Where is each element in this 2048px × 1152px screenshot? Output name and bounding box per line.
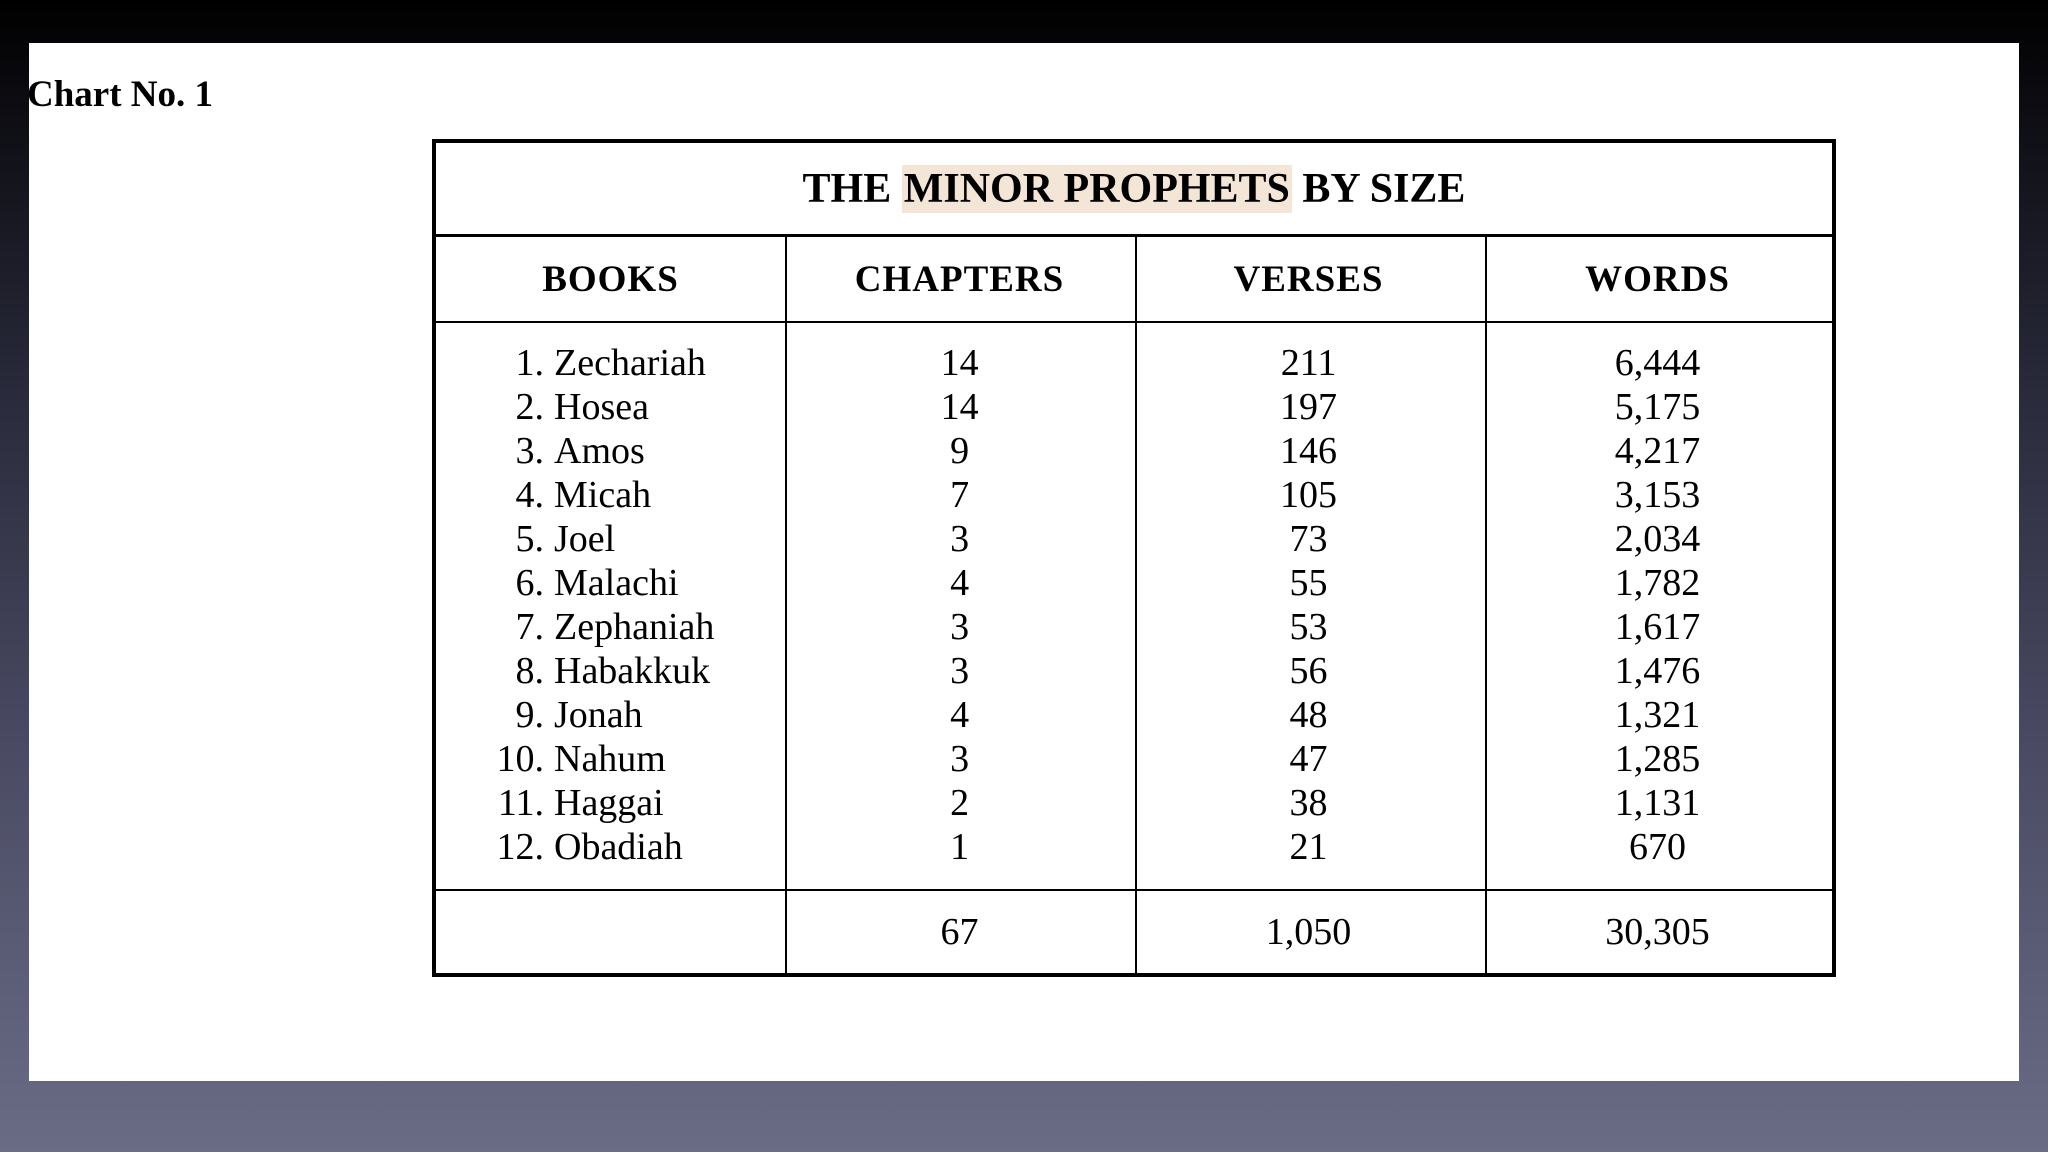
words-cell: 3,153 (1614, 474, 1701, 516)
verses-cell: 38 (1289, 782, 1328, 824)
book-cell (436, 341, 785, 385)
verses-cell: 53 (1289, 606, 1328, 648)
words-cell: 1,617 (1614, 606, 1701, 648)
verses-cell: 105 (1280, 474, 1338, 516)
table-totals-row (436, 891, 1832, 973)
minor-prophets-table (432, 139, 1836, 977)
words-cell: 2,034 (1614, 518, 1701, 560)
table-title (436, 143, 1832, 237)
book-index: 1. (515, 342, 544, 384)
table-row (436, 605, 1832, 649)
words-cell: 4,217 (1614, 430, 1701, 472)
book-name: Malachi (554, 562, 679, 604)
verses-cell: 56 (1289, 650, 1328, 692)
chapters-cell: 2 (950, 782, 970, 824)
chapters-cell: 3 (950, 650, 970, 692)
chart-label: Chart No. 1 (27, 74, 214, 115)
book-cell (436, 561, 785, 605)
chapters-cell: 3 (950, 518, 970, 560)
table-row (436, 649, 1832, 693)
book-index: 9. (515, 694, 544, 736)
words-cell: 1,321 (1614, 694, 1701, 736)
table-row (436, 825, 1832, 869)
book-cell (436, 605, 785, 649)
table-row (436, 473, 1832, 517)
table-row (436, 781, 1832, 825)
table-row (436, 737, 1832, 781)
chapters-cell: 9 (950, 430, 970, 472)
words-cell: 5,175 (1614, 386, 1701, 428)
words-cell: 1,476 (1614, 650, 1701, 692)
table-row (436, 429, 1832, 473)
book-index: 3. (515, 430, 544, 472)
column-header-words: WORDS (1585, 258, 1730, 300)
book-index: 2. (515, 386, 544, 428)
verses-cell: 47 (1289, 738, 1328, 780)
total-chapters: 67 (940, 911, 979, 953)
chapters-cell: 4 (950, 562, 970, 604)
book-index: 6. (515, 562, 544, 604)
table-row (436, 517, 1832, 561)
verses-cell: 146 (1280, 430, 1338, 472)
book-index: 12. (496, 826, 544, 868)
column-header-books: BOOKS (542, 258, 679, 300)
book-name: Hosea (554, 386, 649, 428)
book-name: Obadiah (554, 826, 683, 868)
book-cell (436, 473, 785, 517)
book-name: Micah (554, 474, 652, 516)
table-title-suffix: BY SIZE (1291, 165, 1466, 212)
book-cell (436, 693, 785, 737)
book-name: Zephaniah (554, 606, 715, 648)
book-cell (436, 737, 785, 781)
table-row (436, 341, 1832, 385)
words-cell: 6,444 (1614, 342, 1701, 384)
chapters-cell: 4 (950, 694, 970, 736)
book-cell (436, 649, 785, 693)
book-cell (436, 781, 785, 825)
table-row (436, 693, 1832, 737)
verses-cell: 73 (1289, 518, 1328, 560)
column-header-verses: VERSES (1233, 258, 1384, 300)
book-name: Habakkuk (554, 650, 711, 692)
book-name: Amos (554, 430, 645, 472)
book-name: Jonah (554, 694, 643, 736)
words-cell: 1,285 (1614, 738, 1701, 780)
book-cell (436, 385, 785, 429)
book-cell (436, 429, 785, 473)
table-rows (436, 341, 1832, 869)
verses-cell: 21 (1289, 826, 1328, 868)
table-header-row (436, 237, 1832, 323)
verses-cell: 48 (1289, 694, 1328, 736)
total-verses: 1,050 (1265, 911, 1352, 953)
chapters-cell: 14 (940, 386, 979, 428)
table-body (436, 323, 1832, 891)
verses-cell: 197 (1280, 386, 1338, 428)
words-cell: 670 (1629, 826, 1687, 868)
verses-cell: 55 (1289, 562, 1328, 604)
book-cell (436, 517, 785, 561)
words-cell: 1,131 (1614, 782, 1701, 824)
book-index: 4. (515, 474, 544, 516)
book-name: Haggai (554, 782, 664, 824)
book-index: 11. (497, 782, 544, 824)
table-title-highlight[interactable]: MINOR PROPHETS (903, 165, 1290, 212)
book-name: Joel (554, 518, 616, 560)
book-index: 7. (515, 606, 544, 648)
book-name: Zechariah (554, 342, 706, 384)
column-header-chapters: CHAPTERS (854, 258, 1065, 300)
table-row (436, 561, 1832, 605)
chapters-cell: 7 (950, 474, 970, 516)
document-page (29, 43, 2019, 1081)
table-row (436, 385, 1832, 429)
book-index: 10. (496, 738, 544, 780)
book-cell (436, 825, 785, 869)
verses-cell: 211 (1280, 342, 1337, 384)
book-index: 5. (515, 518, 544, 560)
chapters-cell: 3 (950, 606, 970, 648)
words-cell: 1,782 (1614, 562, 1701, 604)
book-name: Nahum (554, 738, 666, 780)
chapters-cell: 3 (950, 738, 970, 780)
chapters-cell: 1 (950, 826, 970, 868)
total-words: 30,305 (1605, 911, 1710, 953)
chapters-cell: 14 (940, 342, 979, 384)
book-index: 8. (515, 650, 544, 692)
table-title-prefix: THE (802, 165, 902, 212)
